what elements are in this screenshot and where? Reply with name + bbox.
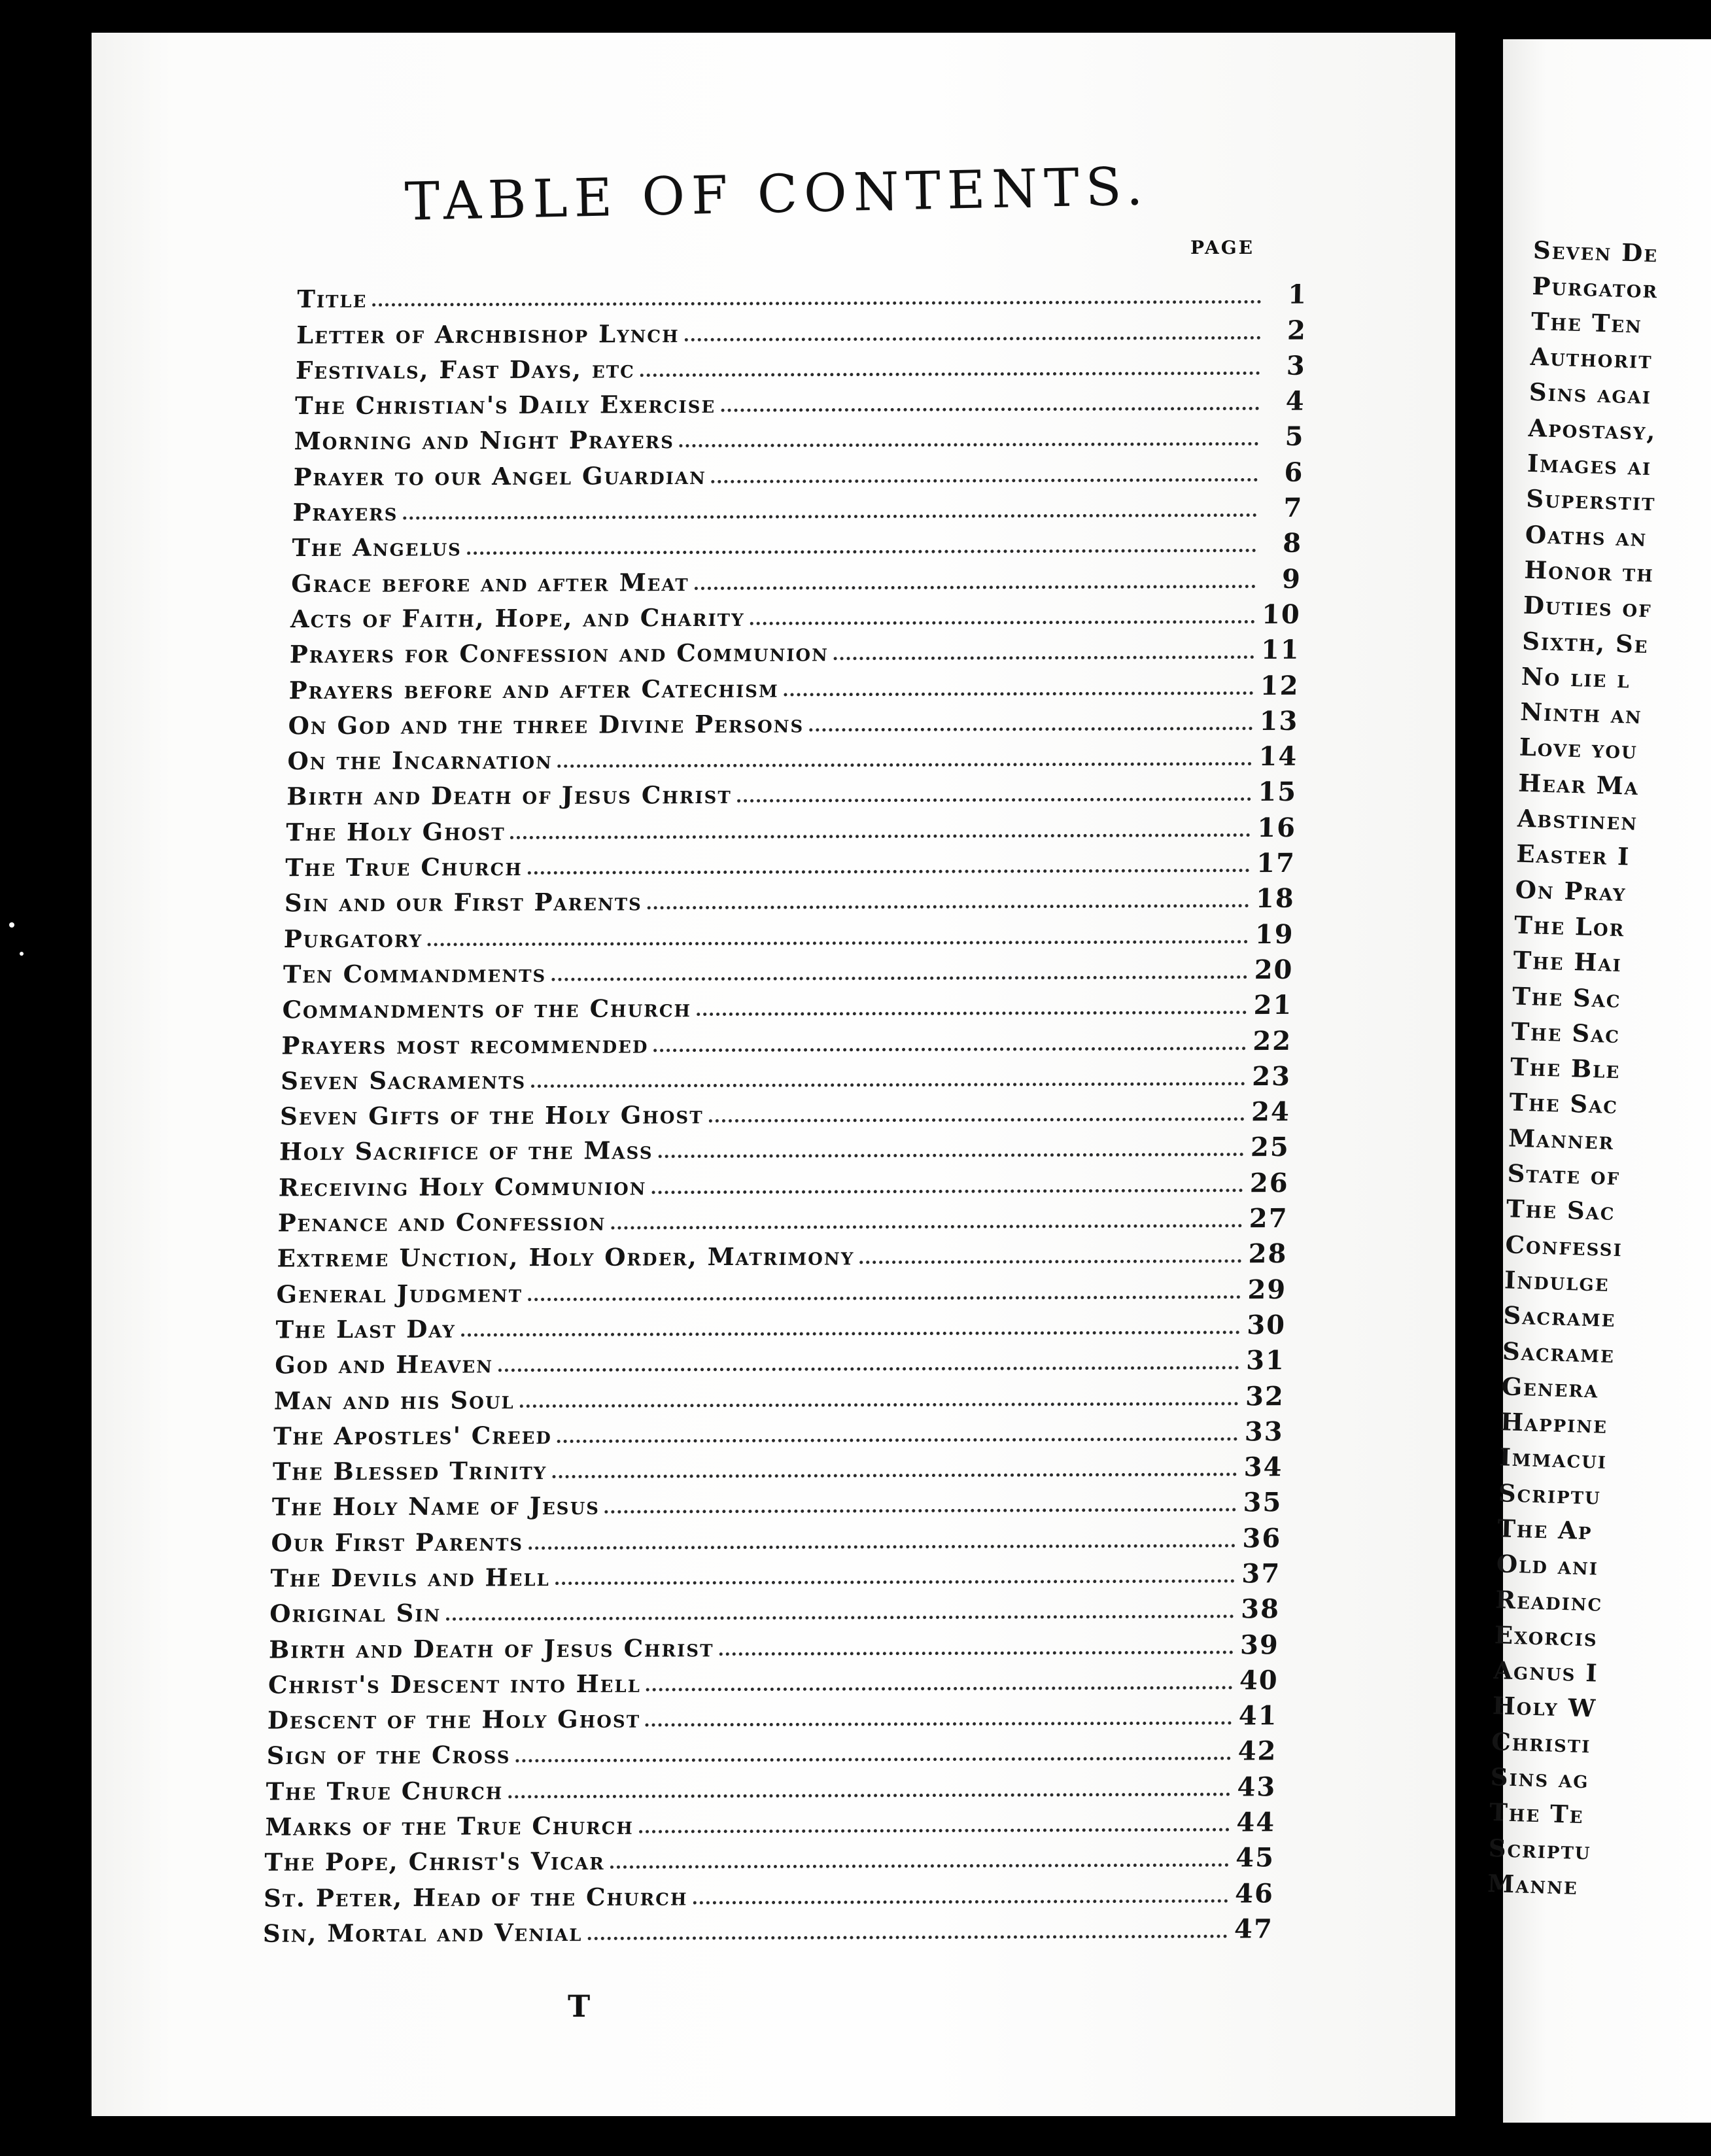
- toc-entry: [293, 452, 1304, 491]
- dot-leader: [446, 1615, 1234, 1621]
- right-page-entry: The Sac: [1512, 981, 1622, 1013]
- dot-leader: [558, 762, 1252, 768]
- dot-leader: [646, 1722, 1232, 1727]
- toc-entry: [270, 1554, 1281, 1593]
- toc-entry-title: Seven Gifts of the Holy Ghost: [279, 1100, 704, 1131]
- toc-entry-title: The Last Day: [275, 1314, 457, 1344]
- toc-entry-title: Prayers: [292, 497, 399, 527]
- toc-entry-title: The Blessed Trinity: [272, 1456, 547, 1486]
- dot-leader: [520, 1402, 1239, 1408]
- toc-entry-title: Sin, Mortal and Venial: [262, 1917, 583, 1948]
- right-page-entry: Immacui: [1498, 1442, 1608, 1475]
- toc-entry-page-number: 47: [1234, 1913, 1274, 1945]
- right-page-entry: Sixth, Se: [1521, 626, 1650, 659]
- right-page-entry: The Ap: [1496, 1514, 1593, 1546]
- toc-entry-title: Sin and our First Parents: [284, 887, 643, 918]
- dot-leader: [555, 1579, 1235, 1585]
- toc-entry-title: Prayers before and after Catechism: [288, 674, 780, 704]
- toc-entry-page-number: 8: [1282, 528, 1303, 559]
- toc-entry-page-number: 2: [1287, 315, 1307, 346]
- toc-entry: [269, 1624, 1280, 1663]
- toc-entry-page-number: 17: [1256, 847, 1296, 879]
- toc-entry-page-number: 25: [1250, 1132, 1290, 1163]
- toc-entry-title: Acts of Faith, Hope, and Charity: [290, 602, 746, 634]
- toc-entry-title: Letter of Archbishop Lynch: [296, 319, 680, 349]
- right-page-entry: Ninth an: [1519, 697, 1643, 730]
- right-page-entry: Sins agai: [1529, 377, 1652, 410]
- right-page-entry: Apostasy,: [1527, 413, 1657, 446]
- toc-entry-title: Christ's Descent into Hell: [268, 1669, 642, 1699]
- right-page-entry: State of: [1507, 1158, 1621, 1191]
- toc-entry-title: The Devils and Hell: [269, 1563, 551, 1593]
- dot-leader: [467, 549, 1256, 555]
- toc-entry-title: Festivals, Fast Days, etc: [295, 355, 636, 385]
- dot-leader: [403, 513, 1257, 520]
- dot-leader: [784, 691, 1254, 697]
- toc-entry-title: Grace before and after Meat: [290, 567, 690, 598]
- right-page-entry: Seven De: [1532, 235, 1659, 268]
- right-page-entry: Honor th: [1523, 555, 1655, 588]
- toc-entry: [296, 345, 1307, 385]
- toc-entry: [263, 1909, 1274, 1948]
- dot-leader: [834, 655, 1254, 660]
- toc-entry-page-number: 30: [1246, 1309, 1287, 1341]
- toc-entry: [266, 1767, 1277, 1806]
- dot-leader: [508, 1792, 1230, 1798]
- right-page-entry: Sins ag: [1490, 1762, 1590, 1794]
- toc-entry-title: Sign of the Cross: [266, 1740, 511, 1771]
- right-page-entry: Duties of: [1523, 591, 1653, 623]
- dot-leader: [528, 1295, 1241, 1301]
- toc-entry: [294, 381, 1305, 421]
- dot-leader: [721, 407, 1259, 412]
- toc-entry-title: Extreme Unction, Holy Order, Matrimony: [277, 1242, 855, 1273]
- toc-entry: [272, 1447, 1283, 1486]
- toc-entry-page-number: 43: [1237, 1771, 1277, 1803]
- toc-entry-page-number: 12: [1260, 670, 1300, 701]
- toc-entry-title: The Apostles' Creed: [273, 1420, 553, 1451]
- toc-entry-title: On the Incarnation: [287, 745, 553, 776]
- right-page-entry: Sacrame: [1502, 1336, 1616, 1368]
- toc-entry-page-number: 45: [1235, 1842, 1275, 1873]
- right-page-entry: Indulge: [1504, 1265, 1610, 1297]
- toc-entry-title: Prayers for Confession and Communion: [289, 638, 829, 669]
- toc-entry: [281, 1056, 1292, 1095]
- dot-leader: [640, 372, 1260, 377]
- right-page-entry: Happine: [1500, 1407, 1608, 1439]
- toc-entry-page-number: 15: [1257, 776, 1298, 808]
- right-page-entry: Images ai: [1527, 448, 1652, 481]
- right-page-entry: Readinc: [1495, 1584, 1603, 1617]
- toc-entry-page-number: 39: [1239, 1629, 1280, 1661]
- dot-leader: [697, 1011, 1247, 1016]
- toc-entry: [269, 1589, 1281, 1628]
- toc-entry: [288, 701, 1299, 740]
- right-page-entry: The Sac: [1509, 1087, 1619, 1120]
- toc-entry-page-number: 31: [1245, 1345, 1286, 1376]
- toc-entry: [273, 1412, 1284, 1451]
- toc-entry: [282, 985, 1293, 1024]
- dot-leader: [611, 1224, 1242, 1229]
- right-page-entry: Agnus I: [1493, 1656, 1599, 1688]
- toc-entry-page-number: 14: [1258, 740, 1298, 773]
- right-page-entry: Abstinen: [1517, 803, 1638, 836]
- dot-leader: [648, 904, 1249, 909]
- right-page-entry: The Lor: [1513, 910, 1625, 943]
- toc-entry-page-number: 32: [1245, 1380, 1285, 1412]
- dot-leader: [646, 1686, 1233, 1691]
- dot-leader: [737, 798, 1251, 803]
- right-page-entry: Genera: [1500, 1372, 1599, 1404]
- toc-entry-page-number: 23: [1251, 1060, 1292, 1092]
- toc-entry-title: The Christian's Daily Exercise: [294, 389, 716, 421]
- toc-entry-page-number: 22: [1252, 1025, 1292, 1056]
- right-page-entry: The Sac: [1506, 1194, 1616, 1226]
- toc-entry: [281, 1020, 1292, 1060]
- toc-entry-page-number: 7: [1283, 492, 1304, 523]
- toc-entry: [286, 807, 1297, 846]
- toc-entry-title: Birth and Death of Jesus Christ: [286, 780, 733, 811]
- toc-entry: [288, 665, 1300, 704]
- right-page-entry: The Ble: [1510, 1052, 1621, 1085]
- dot-leader: [557, 1437, 1238, 1443]
- dot-leader: [551, 975, 1247, 981]
- toc-entry-title: Receiving Holy Communion: [278, 1172, 647, 1202]
- toc-entry: [275, 1305, 1287, 1344]
- toc-entry: [291, 559, 1302, 598]
- toc-entry: [283, 914, 1294, 953]
- right-page-entry: Sacrame: [1503, 1300, 1617, 1333]
- toc-entry-page-number: 40: [1239, 1665, 1279, 1696]
- right-page-entry: The Ten: [1530, 306, 1643, 339]
- right-page-entry: Holy W: [1492, 1691, 1597, 1724]
- right-page-entry: Oaths an: [1525, 519, 1648, 552]
- dot-leader: [372, 300, 1262, 307]
- right-page-entry: Purgator: [1531, 271, 1659, 304]
- toc-entry-page-number: 3: [1286, 350, 1307, 381]
- toc-entry-page-number: 28: [1248, 1238, 1288, 1270]
- dot-leader: [651, 1189, 1243, 1194]
- right-page-entry: The Te: [1489, 1798, 1585, 1830]
- toc-entry-title: Original Sin: [269, 1598, 441, 1628]
- toc-entry: [277, 1234, 1288, 1273]
- toc-entry-page-number: 26: [1249, 1167, 1290, 1198]
- right-page-entry: The Hai: [1513, 945, 1623, 978]
- dot-leader: [461, 1330, 1240, 1336]
- dot-leader: [750, 620, 1254, 625]
- toc-entry-title: Seven Sacraments: [280, 1065, 527, 1096]
- toc-entry-page-number: 21: [1253, 990, 1293, 1021]
- dot-leader: [587, 1935, 1227, 1940]
- dot-leader: [528, 1544, 1236, 1550]
- toc-entry-title: Prayer to our Angel Guardian: [293, 461, 707, 491]
- toc-entry: [276, 1269, 1287, 1308]
- toc-entry-title: The Holy Ghost: [285, 816, 506, 847]
- toc-entry-title: The Pope, Christ's Vicar: [264, 1847, 606, 1877]
- dot-leader: [680, 442, 1258, 447]
- page-title: TABLE OF CONTENTS.: [404, 156, 1150, 232]
- dot-leader: [515, 1757, 1231, 1763]
- toc-entry: [290, 594, 1302, 633]
- toc-entry-page-number: 38: [1240, 1593, 1281, 1625]
- toc-entry-title: Marks of the True Church: [264, 1811, 634, 1841]
- toc-entry-title: Penance and Confession: [277, 1207, 606, 1238]
- toc-entry: [278, 1162, 1289, 1202]
- toc-entry-page-number: 41: [1238, 1700, 1279, 1731]
- dot-leader: [610, 1864, 1229, 1869]
- toc-entry-page-number: 18: [1255, 883, 1296, 914]
- toc-entry: [265, 1802, 1276, 1841]
- dot-leader: [708, 1117, 1244, 1122]
- toc-entry: [292, 523, 1303, 563]
- right-page-entry: No lie l: [1521, 661, 1631, 694]
- dot-leader: [528, 869, 1250, 875]
- right-page-entry: The Sac: [1511, 1017, 1621, 1049]
- toc-entry-title: The True Church: [266, 1776, 504, 1806]
- toc-entry-page-number: 1: [1287, 279, 1308, 311]
- dot-leader: [712, 478, 1258, 483]
- toc-entry: [271, 1518, 1282, 1557]
- toc-entry-page-number: 24: [1251, 1096, 1291, 1128]
- toc-entry-title: Ten Commandments: [283, 958, 547, 989]
- toc-entry-page-number: 16: [1256, 812, 1297, 843]
- toc-entry-title: Birth and Death of Jesus Christ: [268, 1633, 714, 1664]
- toc-entry: [289, 630, 1300, 669]
- right-page-entry: Hear Ma: [1517, 768, 1640, 801]
- toc-entry-page-number: 9: [1281, 563, 1302, 595]
- toc-entry-title: Title: [296, 284, 368, 314]
- toc-entry: [285, 843, 1296, 882]
- toc-entry: [286, 772, 1298, 811]
- toc-entry-page-number: 35: [1243, 1487, 1283, 1518]
- toc-entry: [268, 1660, 1279, 1699]
- dot-leader: [684, 336, 1260, 341]
- right-page-entry: Manne: [1487, 1868, 1579, 1900]
- toc-entry: [292, 487, 1304, 527]
- right-page-entry: Scriptu: [1498, 1478, 1602, 1510]
- right-page-entry: Manner: [1508, 1123, 1615, 1155]
- toc-entry-page-number: 34: [1243, 1452, 1283, 1483]
- toc-entry: [264, 1837, 1275, 1877]
- toc-entry: [267, 1695, 1278, 1735]
- scan-speck: [20, 952, 24, 956]
- right-page-entry: Love you: [1519, 733, 1638, 765]
- toc-entry: [271, 1482, 1283, 1521]
- toc-entry-title: Purgatory: [283, 924, 423, 953]
- toc-entry-title: On God and the three Divine Persons: [288, 709, 804, 740]
- toc-entry: [274, 1376, 1285, 1415]
- signature-mark: T: [568, 1989, 591, 2024]
- toc-entry-title: Morning and Night Prayers: [294, 425, 675, 456]
- toc-entry-page-number: 11: [1260, 635, 1301, 666]
- toc-entry-title: Prayers most recommended: [281, 1029, 649, 1060]
- toc-entry-page-number: 6: [1284, 457, 1304, 488]
- scan-speck: [9, 922, 14, 928]
- toc-entry: [277, 1198, 1288, 1238]
- toc-entry-page-number: 42: [1237, 1735, 1277, 1767]
- right-page-entry: On Pray: [1515, 875, 1627, 907]
- dot-leader: [859, 1260, 1241, 1264]
- dot-leader: [693, 1899, 1228, 1904]
- toc-entry: [264, 1873, 1275, 1913]
- toc-entry: [287, 737, 1298, 776]
- toc-entry: [297, 275, 1308, 314]
- toc-entry-title: General Judgment: [276, 1278, 523, 1309]
- page-column-header: PAGE: [1190, 237, 1254, 258]
- toc-entry: [285, 878, 1296, 918]
- toc-entry-title: Descent of the Holy Ghost: [267, 1704, 641, 1735]
- right-page-entry: Easter I: [1515, 839, 1631, 871]
- right-page-entry: Superstit: [1525, 484, 1657, 517]
- right-page-entry: Exorcis: [1494, 1620, 1599, 1652]
- dot-leader: [658, 1153, 1243, 1158]
- dot-leader: [428, 940, 1248, 946]
- toc-entry-page-number: 10: [1261, 599, 1302, 630]
- toc-entry-title: The True Church: [285, 852, 523, 882]
- toc-entry: [275, 1340, 1286, 1380]
- right-page-entry: Christi: [1491, 1726, 1592, 1759]
- toc-entry-page-number: 5: [1285, 421, 1305, 453]
- toc-entry: [296, 310, 1307, 349]
- toc-entry-title: The Holy Name of Jesus: [271, 1491, 600, 1521]
- toc-entry-title: Commandments of the Church: [282, 994, 692, 1024]
- dot-leader: [605, 1508, 1236, 1514]
- dot-leader: [694, 585, 1255, 590]
- dot-leader: [653, 1047, 1246, 1052]
- right-page-entry: Authorit: [1529, 342, 1653, 375]
- toc-entry-page-number: 29: [1247, 1274, 1287, 1305]
- toc-entry-title: St. Peter, Head of the Church: [263, 1882, 689, 1913]
- toc-entry-page-number: 46: [1234, 1877, 1275, 1909]
- toc-entry-page-number: 13: [1259, 705, 1299, 737]
- toc-entry: [283, 950, 1294, 989]
- dot-leader: [719, 1650, 1233, 1656]
- toc-entry-title: Man and his Soul: [273, 1385, 515, 1416]
- toc-entry-page-number: 37: [1241, 1558, 1281, 1590]
- toc-entry: [279, 1127, 1290, 1166]
- dot-leader: [510, 833, 1250, 839]
- dot-leader: [531, 1082, 1245, 1088]
- right-page-entry: Old ani: [1496, 1549, 1599, 1581]
- toc-entry-page-number: 27: [1249, 1203, 1288, 1234]
- dot-leader: [552, 1472, 1237, 1478]
- toc-entry-title: The Angelus: [291, 532, 462, 563]
- dot-leader: [809, 727, 1253, 731]
- toc-entry-page-number: 36: [1242, 1522, 1282, 1554]
- dot-leader: [639, 1828, 1230, 1834]
- toc-entry-title: God and Heaven: [274, 1349, 494, 1380]
- toc-entry-page-number: 44: [1236, 1807, 1276, 1838]
- right-page-entry: Confessi: [1505, 1230, 1623, 1262]
- toc-entry-page-number: 20: [1254, 954, 1294, 986]
- toc-entry: [280, 1092, 1291, 1131]
- toc-entry-page-number: 4: [1285, 385, 1306, 417]
- toc-entry-title: Our First Parents: [271, 1527, 524, 1557]
- toc-entry-page-number: 33: [1244, 1416, 1285, 1448]
- toc-entry-page-number: 19: [1254, 918, 1295, 950]
- dot-leader: [498, 1366, 1239, 1372]
- table-of-contents: [263, 275, 1308, 1948]
- toc-entry: [266, 1731, 1277, 1770]
- toc-entry-title: Holy Sacrifice of the Mass: [279, 1136, 654, 1166]
- toc-entry: [294, 417, 1305, 456]
- right-page-entry: Scriptu: [1488, 1833, 1592, 1866]
